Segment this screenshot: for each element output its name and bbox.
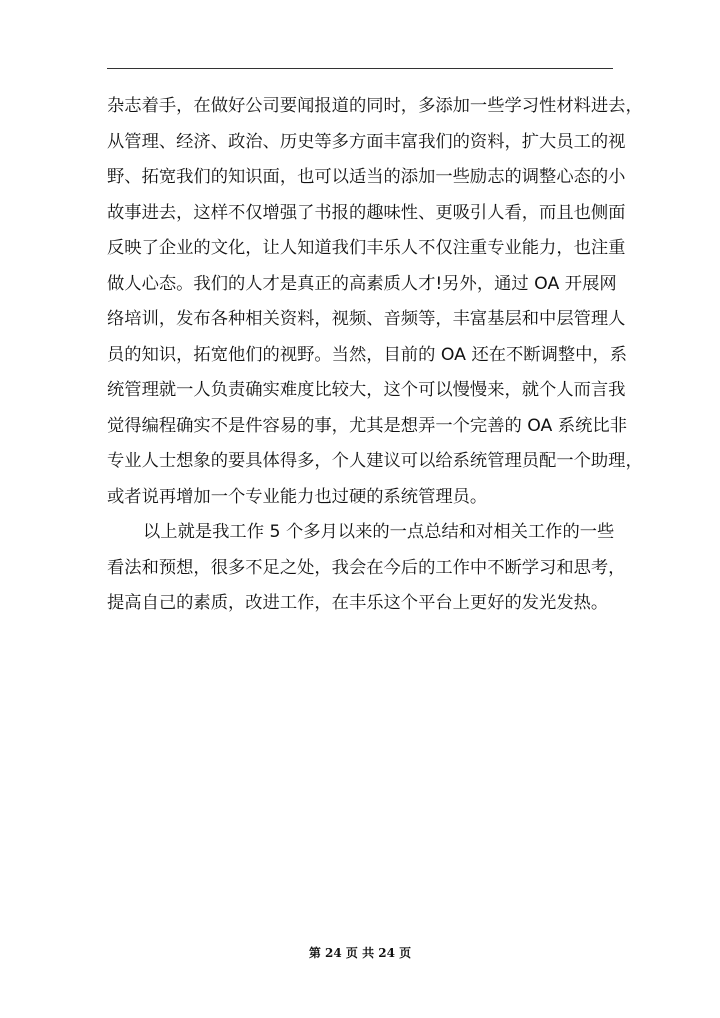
- text-line: 野、拓宽我们的知识面，也可以适当的添加一些励志的调整心态的小: [107, 167, 626, 187]
- text-line: 专业人士想象的要具体得多，个人建议可以给系统管理员配一个助理，: [107, 451, 643, 471]
- text-line: 统管理就一人负责确实难度比较大，这个可以慢慢来，就个人而言我: [107, 380, 626, 400]
- text-line: 觉得编程确实不是件容易的事，尤其是想弄一个完善的 OA 系统比非: [107, 415, 627, 436]
- text-line: 做人心态。我们的人才是真正的高素质人才!另外，通过 OA 开展网: [107, 273, 617, 294]
- text-line: 故事进去，这样不仅增强了书报的趣味性、更吸引人看，而且也侧面: [107, 202, 626, 223]
- text-line: 提高自己的素质，改进工作，在丰乐这个平台上更好的发光发热。: [107, 593, 609, 613]
- text-line: 反映了企业的文化，让人知道我们丰乐人不仅注重专业能力，也注重: [107, 238, 626, 258]
- text-line: 以上就是我工作 5 个多月以来的一点总结和对相关工作的一些: [143, 522, 615, 542]
- text-line: 或者说再增加一个专业能力也过硬的系统管理员。: [107, 486, 488, 507]
- text-line: 看法和预想，很多不足之处，我会在今后的工作中不断学习和思考，: [107, 557, 626, 578]
- text-line: 员的知识，拓宽他们的视野。当然，目前的 OA 还在不断调整中，系: [107, 344, 627, 365]
- page-number-footer: 第 24 页 共 24 页: [308, 946, 412, 960]
- document-body: [107, 89, 643, 622]
- text-line: 络培训，发布各种相关资料，视频、音频等，丰富基层和中层管理人: [107, 309, 626, 329]
- header-rule: [107, 68, 613, 69]
- paragraph-2: [107, 515, 626, 622]
- paragraph-1: [107, 89, 643, 515]
- text-line: 杂志着手，在做好公司要闻报道的同时，多添加一些学习性材料进去，: [107, 96, 643, 116]
- text-line: 从管理、经济、政治、历史等多方面丰富我们的资料，扩大员工的视: [107, 131, 626, 152]
